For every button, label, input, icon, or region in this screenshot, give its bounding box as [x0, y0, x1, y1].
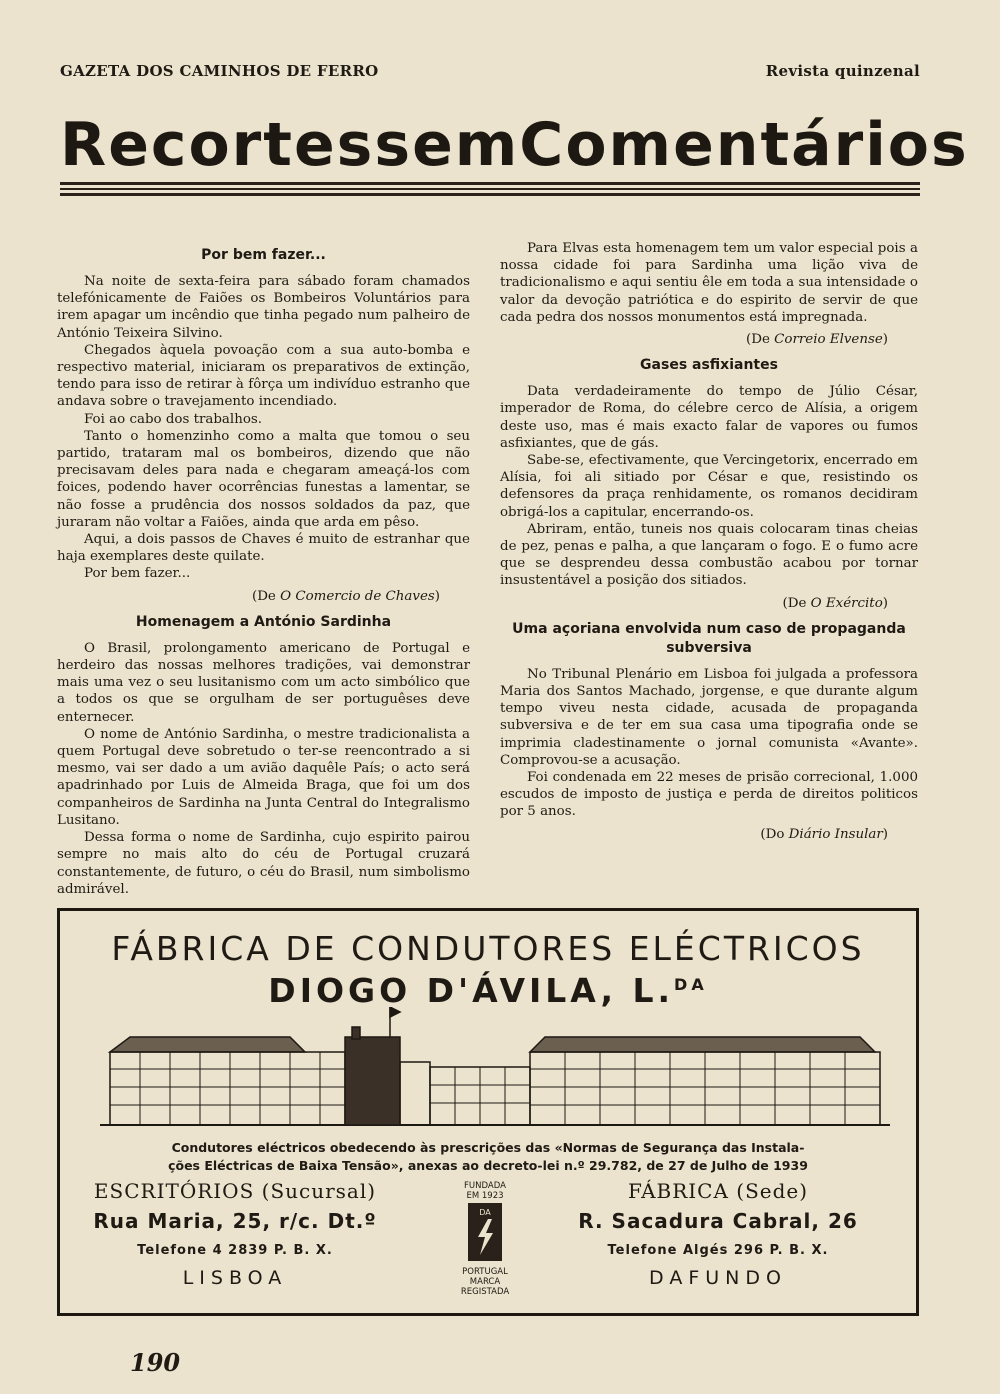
section-title-word: sem [374, 110, 520, 180]
factory-label: FÁBRICA (Sede) [627, 1179, 809, 1203]
factory-phone: Telefone Algés 296 P. B. X. [607, 1243, 829, 1258]
article-paragraph: Aqui, a dois passos de Chaves é muito de estranhar que haja exemplares deste quilate. [57, 532, 470, 565]
article-paragraph: Sabe-se, efectivamente, que Vercingetorix, encerrado em Alísia, foi ali sitiado por César e que, resistindo os defensores da praça renhidamente, os romanos decidiram obrigá-los a capitular, encerrando-os. [500, 453, 918, 520]
lightning-bolt-icon [460, 1201, 510, 1263]
article-paragraph: Abriram, então, tuneis nos quais colocaram tinas cheias de pez, penas e palha, a que lançaram o fogo. E o fumo acre que se desprendeu dessa combustão acabou por tornar insustentável a posição dos sitiados. [500, 521, 918, 589]
ad-factory-block [548, 1179, 888, 1289]
source-name: O Exército [810, 595, 883, 611]
article-paragraph: Data verdadeiramente do tempo de Júlio César, imperador de Roma, do célebre cerco de Alísia, a origem deste uso, mas é mais exacto falar de vapores ou fumos asfixiantes, que de gás. [500, 384, 918, 451]
article-source: (De O Comercio de Chaves) [251, 588, 440, 604]
article-paragraph: Foi ao cabo dos trabalhos. [84, 411, 263, 427]
offices-phone: Telefone 4 2839 P. B. X. [137, 1243, 333, 1258]
publication-frequency: Revista quinzenal [765, 62, 920, 80]
section-title-word: Recortes [60, 110, 375, 180]
source-name: Diário Insular [788, 826, 883, 842]
article-title: Gases asfixiantes [640, 357, 778, 374]
advertisement-box [57, 908, 919, 1316]
offices-address: Rua Maria, 25, r/c. Dt.º [93, 1209, 377, 1233]
page-number: 190 [130, 1348, 181, 1377]
trademark-seal: FUNDADA EM 1923 DA PORTUGAL MARCA REGISTADA [460, 1181, 510, 1297]
article-title: Uma açoriana envolvida num caso de propaganda subversiva [512, 620, 906, 656]
seal-mark: DA [479, 1208, 491, 1217]
source-name: O Comercio de Chaves [280, 588, 435, 604]
ad-company-type: FÁBRICA DE CONDUTORES ELÉCTRICOS [111, 929, 865, 968]
source-name: Correio Elvense [774, 332, 883, 348]
ad-description: Condutores eléctricos obedecendo às prescrições das «Normas de Segurança das Instala- ções Eléctricas de Baixa Tensão», anexas ao decreto-lei n.º 29.782, de 27 de Julho de 1939 [168, 1140, 808, 1173]
publication-name: GAZETA DOS CAMINHOS DE FERRO [60, 62, 379, 80]
article-title: Homenagem a António Sardinha [135, 613, 392, 630]
right-column [500, 240, 918, 851]
article-paragraph: Chegados àquela povoação com a sua auto-bomba e respectivo material, iniciaram os preparativos de extinção, tendo para isso de retirar à fôrça um indivíduo estranho que andava sobre o travejamento incendiado. [57, 342, 470, 410]
factory-city: DAFUNDO [649, 1267, 787, 1289]
left-column [57, 240, 470, 898]
offices-label: ESCRITÓRIOS (Sucursal) [93, 1179, 377, 1203]
article-title: Por bem fazer... [201, 247, 326, 263]
article-paragraph: Na noite de sexta-feira para sábado foram chamados telefónicamente de Faiões os Bombeiros Voluntários para irem apagar um incêndio que tinha pegado num palheiro de António Teixeira Silvino. [57, 274, 470, 341]
article-paragraph: Tanto o homenzinho como a malta que tomou o seu partido, trataram mal os bombeiros, dizendo que não precisavam deles para nada e chegaram ameaçá-los com foices, podendo haver ocorrências funestas a lamentar, se não fosse a prudência dos nossos soldados da paz, que juraram não voltar a Faiões, ainda que arda em pêso. [57, 428, 470, 530]
article-paragraph: O Brasil, prolongamento americano de Portugal e herdeiro das nossas melhores tradições, vai demonstrar mais uma vez o seu lusitanismo com um acto simbólico que a todos os que se orgulham de ser portuguêses deve enternecer. [57, 640, 470, 725]
ad-offices-block [65, 1179, 405, 1289]
factory-address: R. Sacadura Cabral, 26 [578, 1209, 858, 1233]
offices-city: LISBOA [182, 1267, 288, 1289]
article-paragraph: Dessa forma o nome de Sardinha, cujo espirito pairou sempre no mais alto do céu de Portugal cruzará constantemente, de futuro, o céu do Brasil, num simbolismo admirável. [57, 830, 470, 897]
article-paragraph: Para Elvas esta homenagem tem um valor especial pois a nossa cidade foi para Sardinha uma lição viva de tradicionalismo e aqui sentiu êle em toda a sua intensidade o valor da devoção patriótica e do espirito de servir de que cada pedra dos nossos monumentos está impregnada. [500, 241, 918, 325]
section-title-word: Comentários [519, 110, 969, 180]
article-source: (Do Diário Insular) [760, 826, 888, 842]
article-source: (De Correio Elvense) [746, 332, 888, 348]
article-source: (De O Exército) [782, 595, 888, 611]
section-title [60, 108, 969, 182]
article-paragraph: O nome de António Sardinha, o mestre tradicionalista a quem Portugal deve sobretudo o ter-se reencontrado a si mesmo, vai ser dado a um avião daquêle País; o acto será apadrinhado por Luis de Almeida Braga, que foi um dos companheiros de Sardinha na Junta Central do Integralismo Lusitano. [57, 726, 470, 828]
title-rules [60, 182, 920, 199]
article-paragraph: Por bem fazer... [84, 566, 191, 582]
running-head [60, 62, 920, 80]
article-paragraph: Foi condenada em 22 meses de prisão correcional, 1.000 escudos de imposto de justiça e perda de direitos politicos por 5 anos. [500, 770, 918, 820]
factory-illustration [100, 1007, 890, 1137]
ad-company-name: DIOGO D'ÁVILA, L.$^{DA}$ [268, 971, 708, 1010]
article-paragraph: No Tribunal Plenário em Lisboa foi julgada a professora Maria dos Santos Machado, jorgense, e que durante algum tempo viveu nesta cidade, acusada de propaganda subversiva e de ter em sua casa uma tipografia onde se imprimia cladestinamente o jornal comunista «Avante». Comprovou-se a acusação. [500, 666, 918, 768]
